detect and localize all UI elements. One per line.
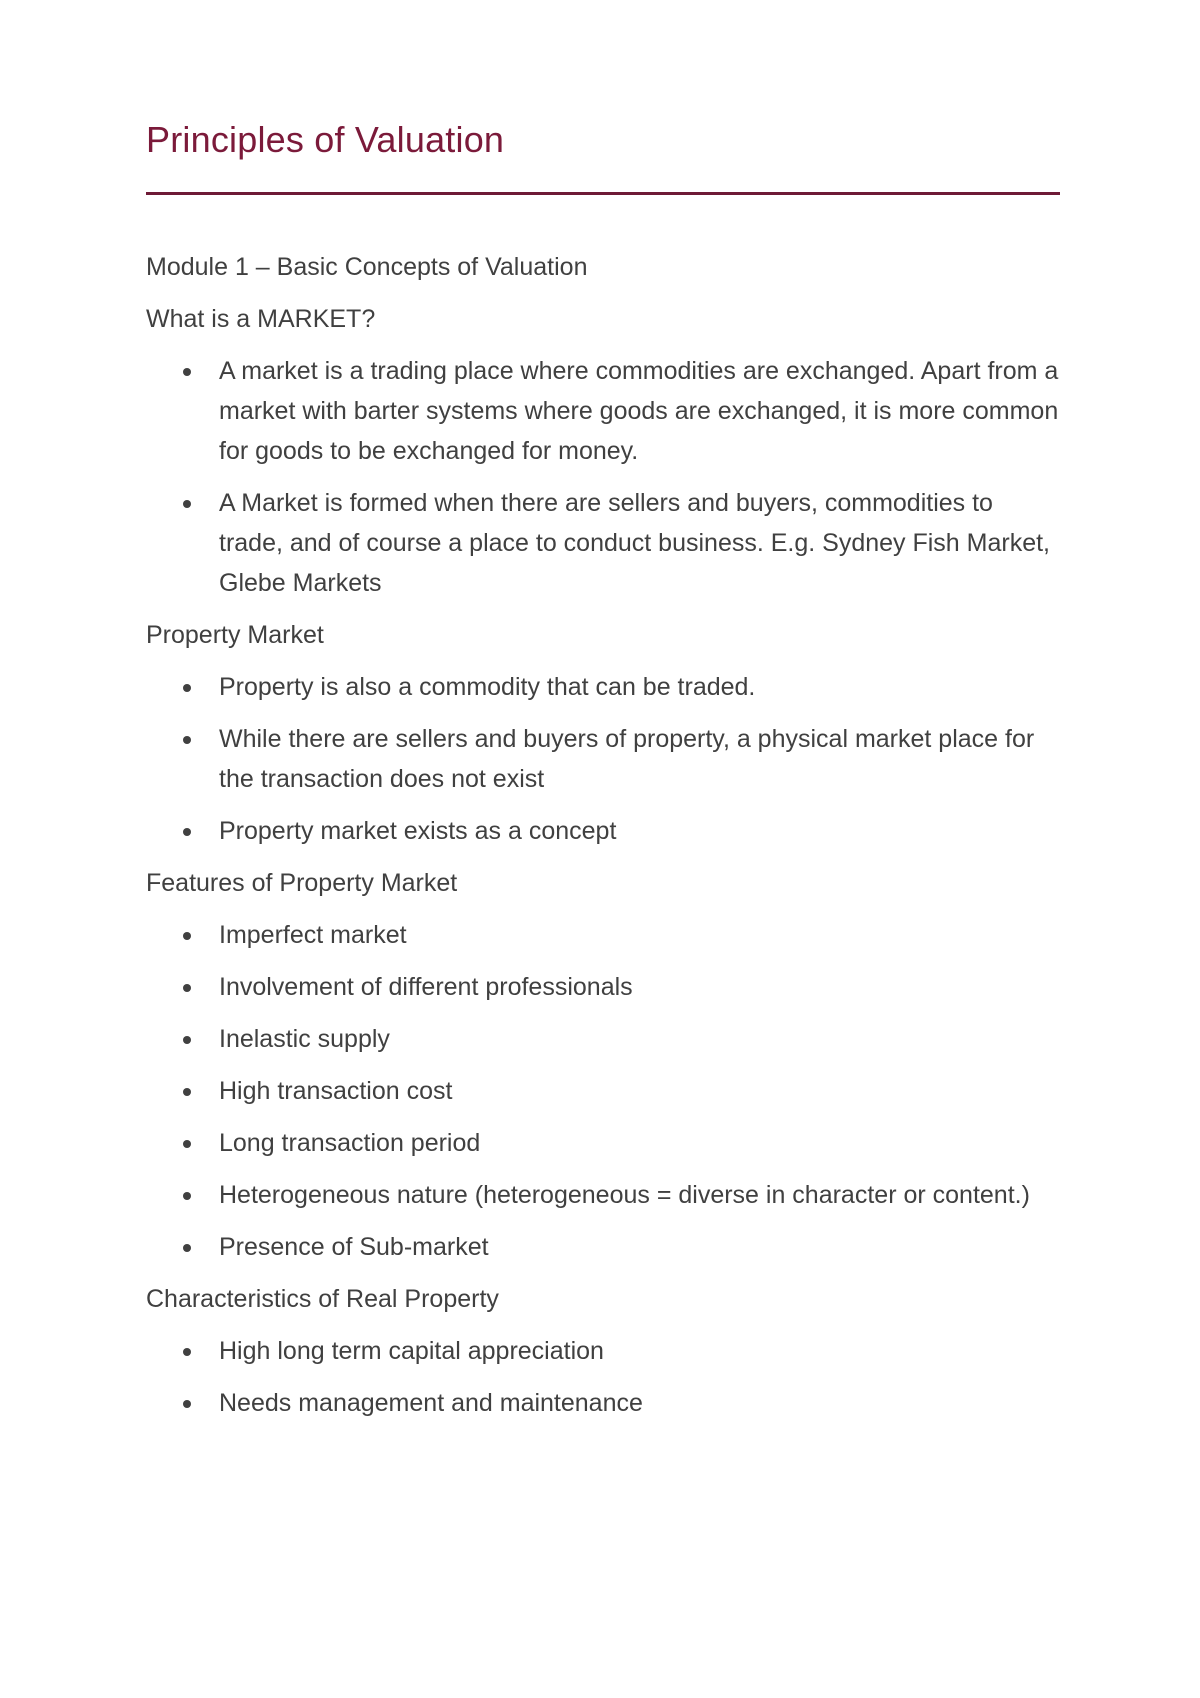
list-item: Property market exists as a concept: [146, 811, 1060, 851]
list-item: Heterogeneous nature (heterogeneous = diverse in character or content.): [146, 1175, 1060, 1215]
section-heading-property-market: Property Market: [146, 621, 324, 649]
bullet-list-characteristics: [146, 1331, 1060, 1423]
list-item: Property is also a commodity that can be traded.: [146, 667, 1060, 707]
list-item: High long term capital appreciation: [146, 1331, 1060, 1371]
section-heading-characteristics: Characteristics of Real Property: [146, 1285, 499, 1313]
list-item: Needs management and maintenance: [146, 1383, 1060, 1423]
list-item: While there are sellers and buyers of property, a physical market place for the transaction does not exist: [146, 719, 1060, 799]
list-item: High transaction cost: [146, 1071, 1060, 1111]
list-item: Involvement of different professionals: [146, 967, 1060, 1007]
document-body: [146, 247, 1060, 1435]
title-divider: [146, 192, 1060, 195]
list-item: Presence of Sub-market: [146, 1227, 1060, 1267]
bullet-list-features: [146, 915, 1060, 1267]
bullet-list-what-is-market: [146, 351, 1060, 603]
section-heading-features: Features of Property Market: [146, 869, 458, 897]
document-title: Principles of Valuation: [146, 119, 505, 160]
section-heading-module-1: Module 1 – Basic Concepts of Valuation: [146, 253, 588, 281]
list-item: A market is a trading place where commodities are exchanged. Apart from a market with barter systems where goods are exchanged, it is more common for goods to be exchanged for money.: [146, 351, 1060, 471]
list-item: A Market is formed when there are sellers and buyers, commodities to trade, and of course a place to conduct business. E.g. Sydney Fish Market, Glebe Markets: [146, 483, 1060, 603]
section-heading-what-is-market: What is a MARKET?: [146, 305, 376, 333]
list-item: Long transaction period: [146, 1123, 1060, 1163]
list-item: Inelastic supply: [146, 1019, 1060, 1059]
list-item: Imperfect market: [146, 915, 1060, 955]
bullet-list-property-market: [146, 667, 1060, 851]
